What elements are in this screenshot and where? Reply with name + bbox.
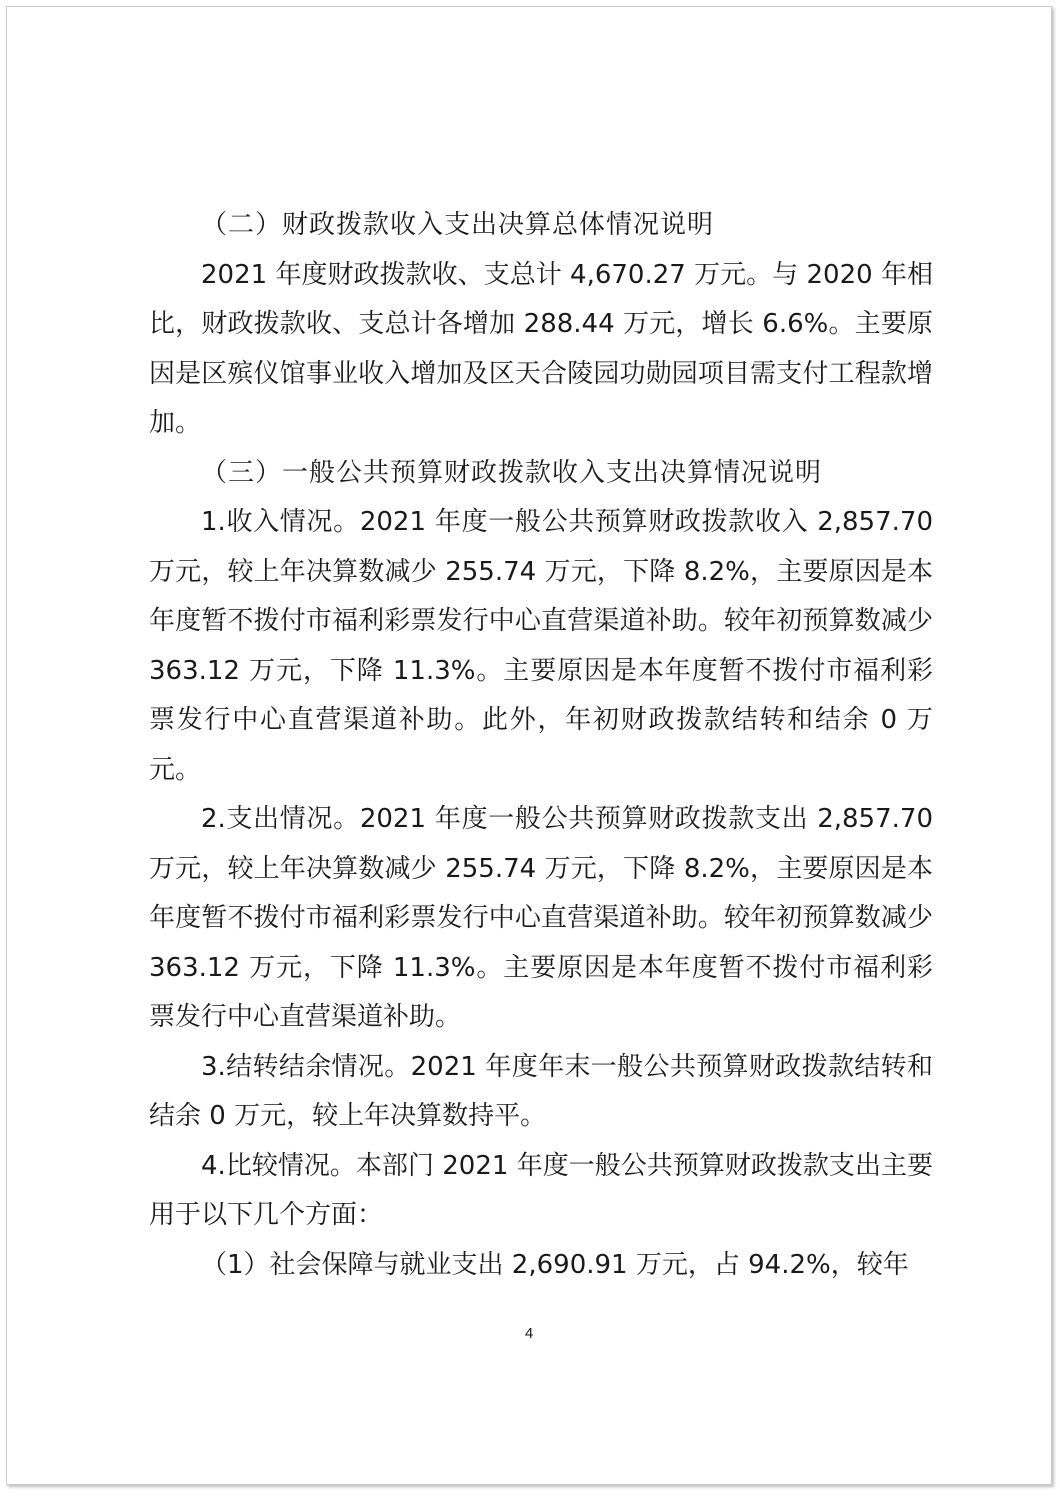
document-body	[149, 201, 933, 1290]
paragraph-expenditure: 2.支出情况。2021 年度一般公共预算财政拨款支出 2,857.70 万元，较上年决算数减少 255.74 万元，下降 8.2%，主要原因是本年度暂不拨付市福利彩票发行中心直营渠道补助。较年初预算数减少 363.12 万元，下降 11.3%。主要原因是本年度暂不拨付市福利彩票发行中心直营渠道补助。	[149, 804, 933, 1032]
paragraph-income: 1.收入情况。2021 年度一般公共预算财政拨款收入 2,857.70 万元，较上年决算数减少 255.74 万元，下降 8.2%，主要原因是本年度暂不拨付市福利彩票发行中心直营渠道补助。较年初预算数减少 363.12 万元，下降 11.3%。主要原因是本年度暂不拨付市福利彩票发行中心直营渠道补助。此外，年初财政拨款结转和结余 0 万元。	[149, 507, 933, 785]
page-number: 4	[524, 1325, 534, 1342]
section-heading-2: （二）财政拨款收入支出决算总体情况说明	[201, 210, 715, 240]
paragraph-social-security: （1）社会保障与就业支出 2,690.91 万元，占 94.2%，较年	[201, 1249, 909, 1280]
paragraph-carryover: 3.结转结余情况。2021 年度年末一般公共预算财政拨款结转和结余 0 万元，较上年决算数持平。	[149, 1051, 933, 1131]
document-page	[6, 6, 1052, 1485]
paragraph-overall-summary: 2021 年度财政拨款收、支总计 4,670.27 万元。与 2020 年相比，财政拨款收、支总计各增加 288.44 万元，增长 6.6%。主要原因是区殡仪馆事业收入增加及区天合陵园功勋园项目需支付工程款增加。	[149, 259, 933, 438]
paragraph-comparison: 4.比较情况。本部门 2021 年度一般公共预算财政拨款支出主要用于以下几个方面：	[149, 1150, 933, 1230]
section-heading-3: （三）一般公共预算财政拨款收入支出决算情况说明	[201, 457, 823, 488]
